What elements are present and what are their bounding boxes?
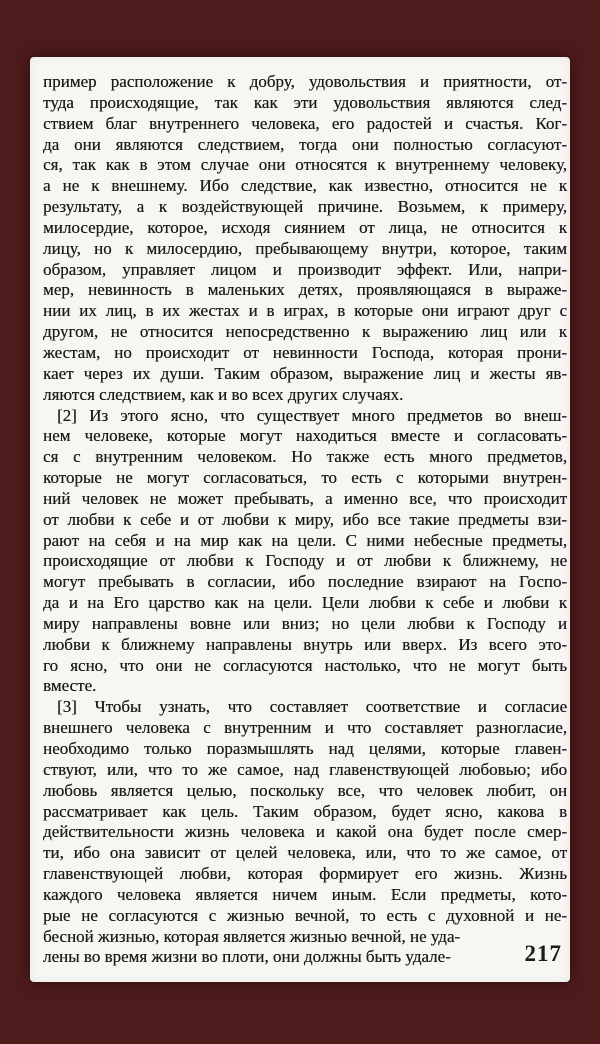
text-line: внешнего человека с внутренним и что составляет разногласие, — [43, 718, 567, 738]
text-line: происходящие от любви к Господу и от любви к ближнему, не — [43, 551, 567, 571]
text-line: образом, управляет лицом и производит эффект. Или, напри- — [43, 259, 567, 279]
text-line: бесной жизнью, которая является жизнью вечной, не уда- — [43, 926, 461, 946]
text-line: каждого человека является ничем иным. Если предметы, кото- — [43, 884, 567, 904]
text-line: ся с внутренним человеком. Но также есть много предметов, — [43, 447, 567, 467]
text-line: любовь является целью, поскольку все, что человек любит, он — [43, 780, 567, 800]
text-line: действительности жизнь человека и какой она будет после смер- — [43, 822, 567, 842]
text-line: да и на Его царство как на цели. Цели любви к себе и любви к — [43, 593, 567, 613]
text-line: го ясно, что они не согласуются настолько, что не могут быть — [43, 655, 567, 675]
text-line: нии их лиц, в их жестах и в играх, в которые они играют друг с — [43, 301, 567, 321]
text-line: рые не согласуются с жизнью вечной, то есть с духовной и не- — [43, 905, 567, 925]
book-page — [30, 57, 570, 982]
text-line: милосердие, которое, исходя сиянием от лица, не относится к — [43, 217, 567, 237]
paragraph-2 — [43, 406, 567, 698]
text-line: лены во время жизни во плоти, они должны быть удале- — [43, 947, 451, 967]
paragraph-3 — [43, 697, 567, 968]
text-line: миру направлены вовне или вниз; но цели любви к Господу и — [43, 613, 567, 633]
text-line: [3] Чтобы узнать, что составляет соответствие и согласие — [57, 697, 567, 717]
text-line: рассматривает как цель. Таким образом, будет ясно, какова в — [43, 801, 567, 821]
text-column — [43, 72, 567, 968]
text-line: кает через их души. Таким образом, выражение лиц и жесты яв- — [43, 363, 567, 383]
text-line: необходимо только поразмышлять над целями, которые главен- — [43, 739, 567, 758]
text-line: другом, не относится непосредственно к выражению лиц или к — [43, 322, 567, 342]
page-number: 217 — [524, 941, 562, 966]
text-line: ствуют, или, что то же самое, над главенствующей любовью; ибо — [43, 759, 567, 779]
text-line: лицу, но к милосердию, пребывающему внутри, которое, таким — [43, 238, 567, 258]
text-line: нем человеке, которые могут находиться вместе и согласовать- — [43, 426, 567, 446]
text-line: ти, ибо она зависит от целей человека, или, что то же самое, от — [43, 843, 567, 863]
text-line: [2] Из этого ясно, что существует много предметов во внеш- — [57, 405, 567, 425]
text-line: от любви к себе и от любви к миру, ибо все такие предметы взи- — [43, 509, 567, 529]
text-line: вместе. — [43, 676, 97, 696]
text-line: любви к ближнему направлены внутрь или вверх. Из всего это- — [43, 634, 567, 654]
text-line: туда происходящие, так как эти удовольствия являются след- — [43, 92, 567, 112]
text-line: ний человек не может пребывать, а именно все, что происходит — [43, 488, 567, 508]
text-line: результату, а к воздействующей причине. Возьмем, к примеру, — [43, 197, 567, 217]
text-line: главенствующей любви, которая формирует его жизнь. Жизнь — [43, 864, 567, 884]
text-line: пример расположение к добру, удовольствия и приятности, от- — [43, 72, 567, 91]
text-line: а не к внешнему. Ибо следствие, как известно, относится не к — [43, 176, 567, 196]
text-line: ся, так как в этом случае они относятся к внутреннему человеку, — [43, 155, 567, 175]
text-line: могут пребывать в согласии, ибо последние взирают на Госпо- — [43, 572, 567, 592]
text-line: рают на себя и на мир как на цели. С ними небесные предметы, — [43, 530, 567, 550]
text-line: жестам, но происходит от невинности Господа, которая прони- — [43, 342, 567, 362]
text-line: да они являются следствием, тогда они полностью согласуют- — [43, 134, 567, 154]
text-line: мер, невинность в маленьких детях, проявляющаяся в выраже- — [43, 280, 567, 300]
text-line: ствием благ внутреннего человека, его радостей и счастья. Ког- — [43, 113, 567, 133]
text-line: ляются следствием, как и во всех других случаях. — [43, 384, 404, 404]
paragraph-continuation — [43, 72, 567, 406]
text-line: которые не могут согласоваться, то есть с которыми внутрен- — [43, 468, 567, 488]
